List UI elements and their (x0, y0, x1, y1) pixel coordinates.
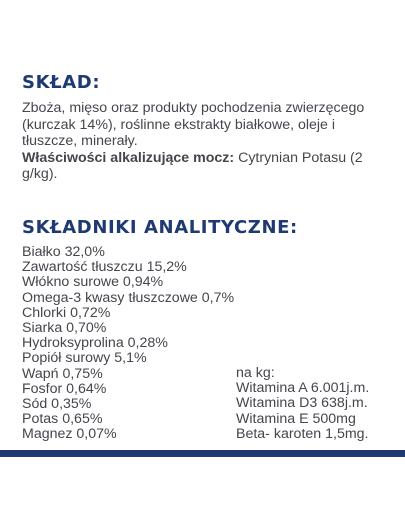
list-item: Wapń 0,75% (22, 365, 103, 382)
list-item: Białko 32,0% (22, 244, 105, 260)
composition-alkaline-note (22, 150, 392, 183)
list-item: Magnez 0,07% (22, 426, 117, 443)
bottom-divider-bar (0, 450, 405, 457)
list-item: Witamina E 500mg (236, 410, 356, 427)
composition-text-block (22, 100, 392, 183)
list-item: Hydroksyprolina 0,28% (22, 335, 168, 352)
list-item: Potas 0,65% (22, 411, 103, 428)
vitamins-per-kg-list (236, 366, 369, 442)
analytic-constituents-heading: SKŁADNIKI ANALITYCZNE: (22, 217, 298, 238)
alkaline-text: Cytrynian Potasu (2 g/kg). (22, 149, 363, 183)
composition-ingredients: Zboża, mięso oraz produkty pochodzenia zwierzęcego (kurczak 14%), roślinne ekstrakty białkowe, oleje i tłuszcze, minerały. (22, 100, 365, 150)
list-item: Sód 0,35% (22, 396, 92, 413)
list-item: Popiół surowy 5,1% (22, 350, 147, 367)
list-item: Witamina D3 638j.m. (236, 395, 368, 412)
list-item: Omega-3 kwasy tłuszczowe 0,7% (22, 289, 235, 306)
alkaline-label: Właściwości alkalizujące mocz: (22, 149, 235, 166)
analytic-constituents-list (22, 245, 234, 443)
list-item: Chlorki 0,72% (22, 304, 111, 321)
list-item: Beta- karoten 1,5mg. (236, 425, 369, 442)
list-item: Siarka 0,70% (22, 320, 107, 337)
composition-heading: SKŁAD: (22, 72, 101, 93)
list-item: Fosfor 0,64% (22, 380, 107, 397)
list-item: Włókno surowe 0,94% (22, 274, 164, 291)
list-item: Zawartość tłuszczu 15,2% (22, 259, 187, 276)
vitamins-header: na kg: (236, 365, 275, 381)
list-item: Witamina A 6.001j.m. (236, 380, 370, 397)
